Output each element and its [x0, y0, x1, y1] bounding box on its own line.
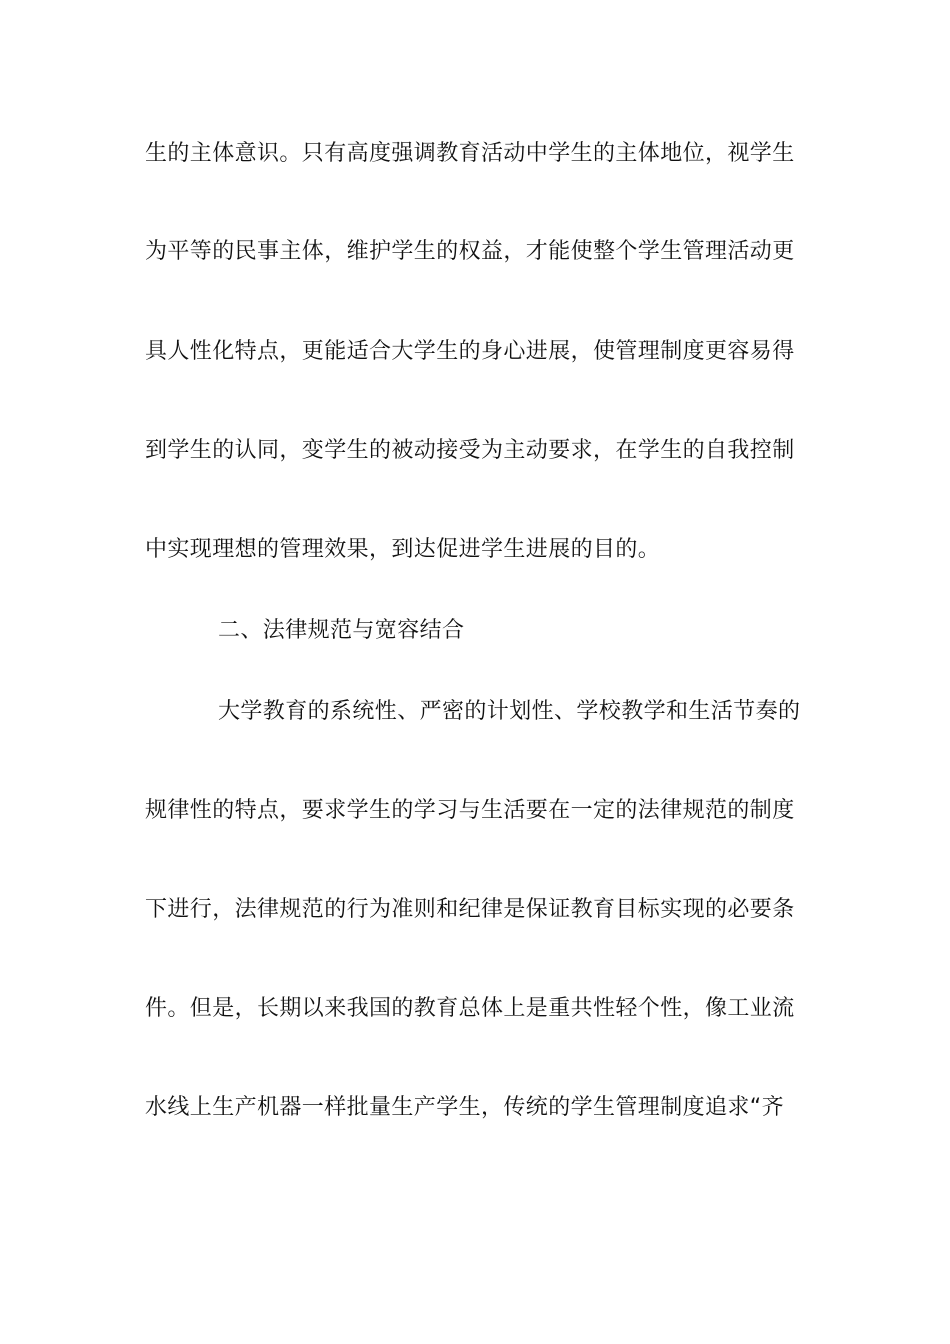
paragraph-line: 件。但是，长期以来我国的教育总体上是重共性轻个性，像工业流 [145, 996, 795, 1021]
paragraph-line: 生的主体意识。只有高度强调教育活动中学生的主体地位，视学生 [145, 141, 795, 166]
paragraph-line: 水线上生产机器一样批量生产学生，传统的学生管理制度追求“齐 [145, 1095, 784, 1120]
paragraph-line: 为平等的民事主体，维护学生的权益，才能使整个学生管理活动更 [145, 239, 795, 264]
paragraph-line: 下进行，法律规范的行为准则和纪律是保证教育目标实现的必要条 [145, 897, 795, 922]
paragraph-line: 具人性化特点，更能适合大学生的身心进展，使管理制度更容易得 [145, 339, 795, 364]
paragraph-line: 规律性的特点，要求学生的学习与生活要在一定的法律规范的制度 [145, 798, 795, 823]
section-heading: 二、法律规范与宽容结合 [218, 618, 465, 643]
paragraph-line: 大学教育的系统性、严密的计划性、学校教学和生活节奏的 [218, 699, 801, 724]
paragraph-line: 中实现理想的管理效果，到达促进学生进展的目的。 [145, 537, 661, 562]
paragraph-line: 到学生的认同，变学生的被动接受为主动要求，在学生的自我控制 [145, 438, 795, 463]
